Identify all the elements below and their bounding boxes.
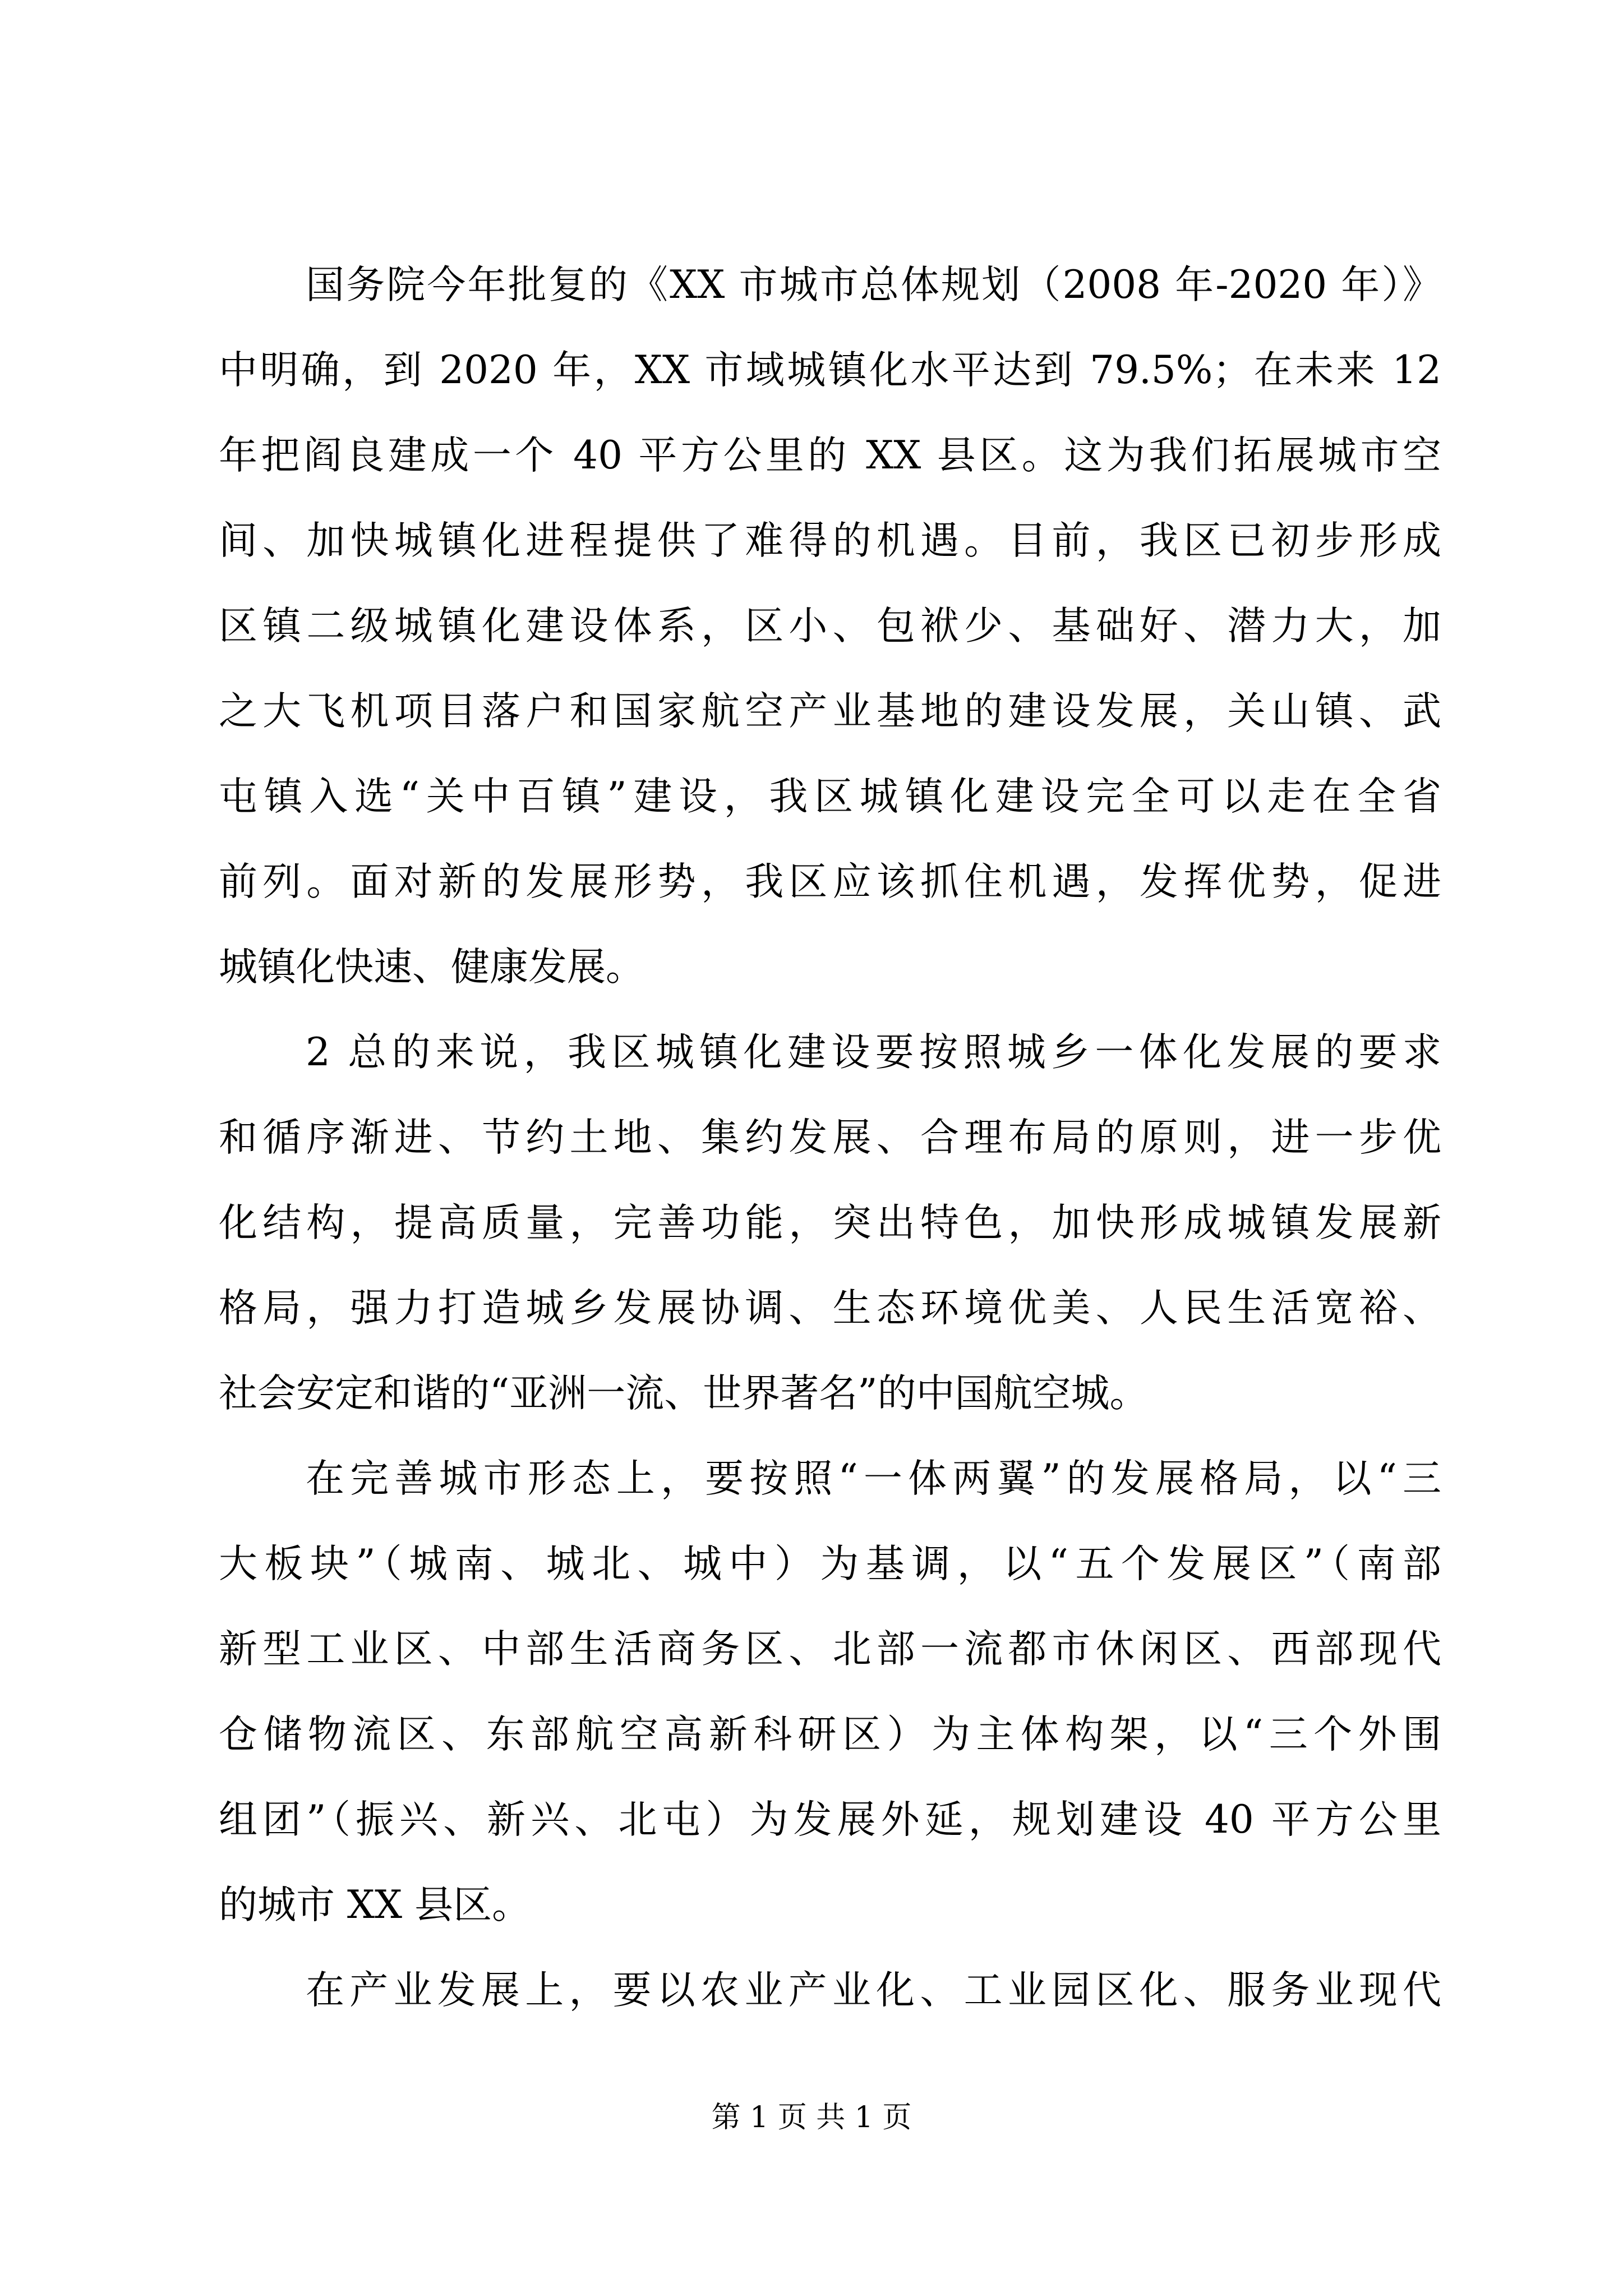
text-line: 中明确，到 2020 年，XX 市域城镇化水平达到 79.5%；在未来 12 xyxy=(219,348,1441,393)
text-line: 的城市 XX 县区。 xyxy=(219,1883,531,1927)
text-line: 化结构，提高质量，完善功能，突出特色，加快形成城镇发展新 xyxy=(219,1200,1441,1245)
text-line: 间、加快城镇化进程提供了难得的机遇。目前，我区已初步形成 xyxy=(219,518,1441,563)
text-line: 2 总的来说，我区城镇化建设要按照城乡一体化发展的要求 xyxy=(306,1030,1441,1075)
text-line: 国务院今年批复的《XX 市城市总体规划（2008 年-2020 年）》 xyxy=(306,263,1441,307)
text-line: 仓储物流区、东部航空高新科研区）为主体构架，以“三个外围 xyxy=(219,1712,1441,1757)
text-line: 之大飞机项目落户和国家航空产业基地的建设发展，关山镇、武 xyxy=(219,689,1441,734)
text-line: 大板块”（城南、城北、城中）为基调，以“五个发展区”（南部 xyxy=(219,1542,1441,1586)
text-line: 在完善城市形态上，要按照“一体两翼”的发展格局，以“三 xyxy=(306,1456,1441,1501)
text-line: 年把阎良建成一个 40 平方公里的 XX 县区。这为我们拓展城市空 xyxy=(219,433,1441,478)
text-line: 区镇二级城镇化建设体系，区小、包袱少、基础好、潜力大，加 xyxy=(219,604,1441,648)
text-line: 在产业发展上，要以农业产业化、工业园区化、服务业现代 xyxy=(306,1968,1441,2013)
document-body xyxy=(219,242,1441,2033)
page-footer: 第 1 页 共 1 页 xyxy=(711,2101,912,2134)
text-line: 社会安定和谐的“亚洲一流、世界著名”的中国航空城。 xyxy=(219,1371,1149,1416)
text-line: 和循序渐进、节约土地、集约发展、合理布局的原则，进一步优 xyxy=(219,1115,1441,1160)
text-line: 前列。面对新的发展形势，我区应该抓住机遇，发挥优势，促进 xyxy=(219,859,1441,904)
text-line: 屯镇入选“关中百镇”建设，我区城镇化建设完全可以走在全省 xyxy=(219,774,1441,819)
text-line: 城镇化快速、健康发展。 xyxy=(219,945,644,990)
text-line: 组团”（振兴、新兴、北屯）为发展外延，规划建设 40 平方公里 xyxy=(219,1797,1441,1842)
text-line: 格局，强力打造城乡发展协调、生态环境优美、人民生活宽裕、 xyxy=(219,1286,1441,1331)
text-line: 新型工业区、中部生活商务区、北部一流都市休闲区、西部现代 xyxy=(219,1627,1441,1672)
